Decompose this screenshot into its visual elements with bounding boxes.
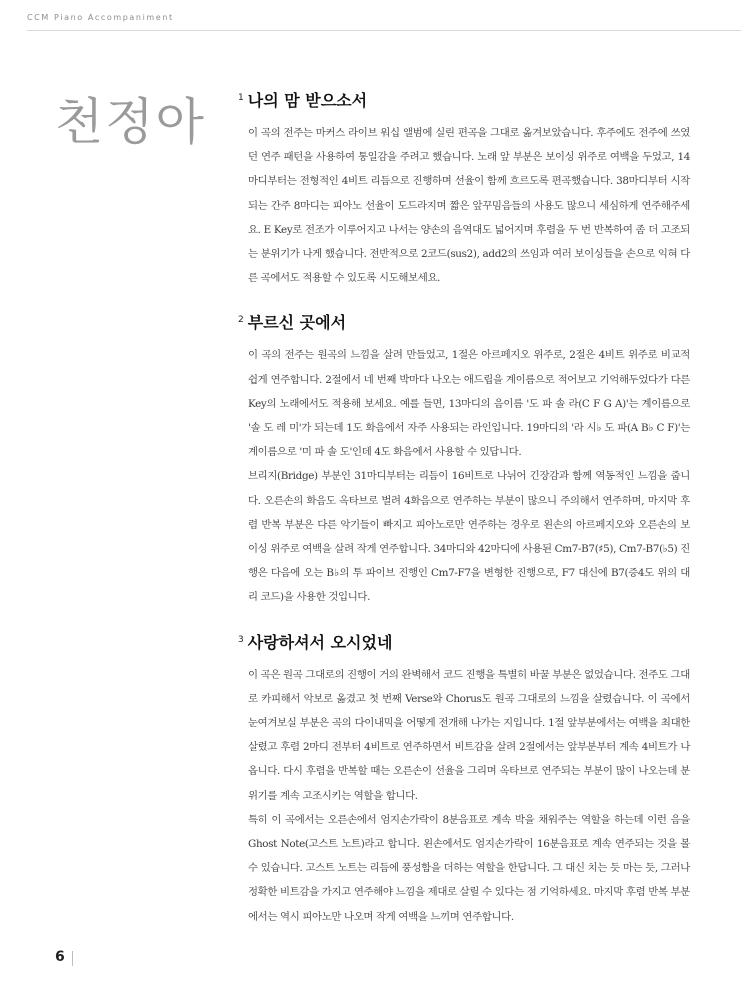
section-3: [238, 630, 690, 929]
paragraph: 이 곡의 전주는 마커스 라이브 워십 앨범에 실린 편곡을 그대로 옮겨보았습니다. 후주에도 전주에 쓰였던 연주 패턴을 사용하여 통일감을 주려고 했습니다. 노래 앞 부분은 보이싱 위주로 여백을 두었고, 14마디부터는 전형적인 4비트 리듬으로 진행하며 선율이 함께 흐르도록 편곡했습니다. 38마디부터 시작되는 간주 8마디는 피아노 선율이 도드라지며 짧은 앞꾸밈음들의 사용도 많으니 세심하게 연주해주세요. E Key로 전조가 이루어지고 나서는 양손의 음역대도 넓어지며 후렴을 두 번 반복하여 좀 더 고조되는 분위기가 나게 했습니다. 전반적으로 2코드(sus2), add2의 쓰임과 여러 보이싱들을 손으로 익혀 다른 곡에서도 적용할 수 있도록 시도해보세요.: [248, 127, 690, 285]
section-1: [238, 88, 690, 290]
section-number: 3: [238, 634, 244, 645]
section-title: 사랑하셔서 오시었네: [247, 632, 393, 652]
paragraph: 브리지(Bridge) 부분인 31마디부터는 리듬이 16비트로 나뉘어 긴장감과 함께 역동적인 느낌을 줍니다. 오른손의 화음도 옥타브로 벌려 4화음으로 연주하는 부분이 많으니 주의해서 연주하며, 마지막 후렴 반복 부분은 다른 악기들이 빠지고 피아노로만 연주하는 경우로 왼손의 아르페지오와 오른손의 보이싱 위주로 여백을 살려 작게 연주합니다. 34마디와 42마디에 사용된 Cm7-B7(♯5), Cm7-B7(♭5) 진행은 다음에 오는 B♭의 투 파이브 진행인 Cm7-F7을 변형한 진행으로, F7 대신에 B7(증4도 위의 대리 코드)을 사용한 것입니다.: [248, 470, 690, 604]
sections: [238, 88, 690, 949]
page-number: 6: [55, 949, 65, 965]
paragraph: 이 곡의 전주는 원곡의 느낌을 살려 만들었고, 1절은 아르페지오 위주로, 2절은 4비트 위주로 비교적 쉽게 연주합니다. 2절에서 네 번째 박마다 나오는 애드립을 계이름으로 적어보고 기억해두었다가 다른 Key의 노래에서도 적용해 보세요. 예를 들면, 13마디의 음이름 '도 파 솔 라(C F G A)'는 계이름으로 '솔 도 레 미'가 되는데 1도 화음에서 자주 사용되는 라인입니다. 19마디의 '라 시♭ 도 파(A B♭ C F)'는 계이름으로 '미 파 솔 도'인데 4도 화음에서 사용할 수 있답니다.: [248, 349, 690, 459]
running-title: CCM Piano Accompaniment: [27, 13, 174, 22]
paragraph: 이 곡은 원곡 그대로의 진행이 거의 완벽해서 코드 진행을 특별히 바꿀 부분은 없었습니다. 전주도 그대로 카피해서 악보로 옮겼고 첫 번째 Verse와 Chorus도 원곡 그대로의 느낌을 살렸습니다. 이 곡에서 눈여겨보실 부분은 곡의 다이내믹을 어떻게 전개해 나가는 지입니다. 1절 앞부분에서는 여백을 최대한 살렸고 후렴 2마디 전부터 4비트로 연주하면서 비트감을 살려 2절에서는 앞부분부터 계속 4비트가 나옵니다. 다시 후렴을 반복할 때는 오른손이 선율을 그리며 옥타브로 연주되는 부분이 많이 나오는데 분위기를 계속 고조시키는 역할을 합니다.: [248, 668, 690, 802]
page-number-divider: [72, 951, 73, 966]
section-title: 나의 맘 받으소서: [247, 91, 368, 110]
section-number: 2: [238, 315, 244, 326]
section-title: 부르신 곳에서: [247, 313, 347, 333]
section-number: 1: [238, 93, 244, 103]
paragraph: 특히 이 곡에서는 오른손에서 엄지손가락이 8분음표로 계속 박을 채워주는 역할을 하는데 이런 음을 Ghost Note(고스트 노트)라고 합니다. 왼손에서도 엄지손가락이 16분음표로 계속 연주되는 것을 볼 수 있습니다. 고스트 노트는 리듬에 풍성함을 더하는 역할을 한답니다. 그 대신 치는 듯 마는 듯, 그러나 정확한 비트감을 가지고 연주해야 느낌을 제대로 살릴 수 있다는 점 기억하세요. 마지막 후렴 반복 부분에서는 역시 피아노만 나오며 작게 여백을 느끼며 연주합니다.: [248, 813, 690, 923]
section-heading: [238, 88, 690, 111]
section-heading: [238, 630, 690, 653]
chapter-title: 천정아: [55, 93, 206, 151]
section-2: [238, 310, 690, 609]
section-heading: [238, 310, 690, 333]
header-divider: [27, 30, 741, 31]
